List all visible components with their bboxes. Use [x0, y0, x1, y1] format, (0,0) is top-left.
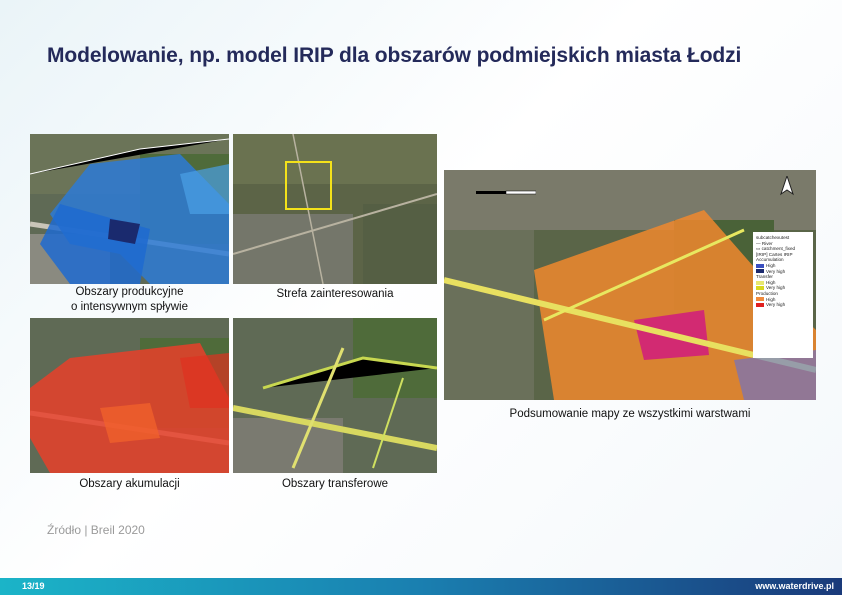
legend-catchment: ▭ catchment_fixed [756, 246, 796, 252]
legend-tr-high: High [756, 280, 810, 286]
north-arrow-icon [780, 176, 794, 196]
website-link[interactable]: www.waterdrive.pl [755, 581, 834, 591]
production-map [30, 134, 229, 284]
legend-subcatch: subcatchexutest [756, 235, 790, 240]
page-number: 13/19 [22, 581, 45, 591]
legend-acc-very-high: Very high [756, 269, 810, 275]
accumulation-caption: Obszary akumulacji [79, 478, 180, 490]
map-legend [753, 232, 813, 358]
accumulation-map [30, 318, 229, 473]
legend-river: — River [756, 240, 773, 246]
summary-caption: Podsumowanie mapy ze wszystkimi warstwami [509, 408, 751, 420]
transfer-map [233, 318, 437, 473]
legend-tr-very-high: Very high [756, 285, 810, 291]
legend-production: Production [756, 290, 778, 296]
legend-transfer: Transfer [756, 274, 773, 280]
legend-pr-high: High [756, 297, 810, 303]
production-caption [30, 285, 229, 315]
scale-bar [476, 183, 536, 195]
production-caption-line1: Obszary produkcyjne [75, 286, 184, 298]
area-of-interest-map [233, 134, 437, 284]
slide-title: Modelowanie, np. model IRIP dla obszarów podmiejskich miasta Łodzi [47, 44, 742, 67]
area-caption: Strefa zainteresowania [276, 288, 394, 300]
transfer-caption: Obszary transferowe [281, 478, 389, 490]
legend-accumulation: Accumulation [756, 257, 784, 263]
legend-acc-high: High [756, 263, 810, 269]
production-caption-line2: o intensywnym spływie [71, 301, 188, 313]
source-note: Źródło | Breil 2020 [47, 523, 145, 537]
legend-header: [IRIP] Cartes IRIP [756, 251, 793, 257]
footer-bar [0, 578, 842, 595]
legend-pr-very-high: Very high [756, 302, 810, 308]
